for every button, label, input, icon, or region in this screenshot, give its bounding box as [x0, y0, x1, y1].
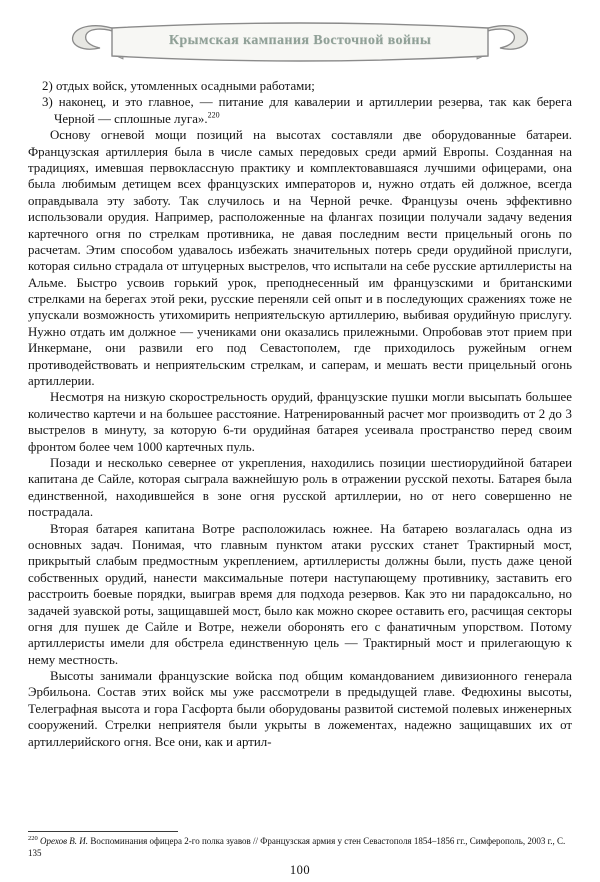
- chapter-banner: [60, 14, 540, 72]
- running-head-title: Крымская кампания Восточной войны: [168, 33, 432, 48]
- footnote-separator: [28, 831, 178, 832]
- paragraph: Основу огневой мощи позиций на высотах составляли две оборудованные батареи. Французская артиллерия была в числе самых передовых среди армий Европы. Созданная на традициях, имевшая первоклассную практику и комплектовавшаяся лучшими офицерами, она была любимым детищем всех французских императоров и, нужно отдать ей должное, всегда оправдывала эту заботу. Так случилось и на Черной речке. Французы очень эффективно использовали орудия. Например, расположенные на флангах позиции получали задачу ведения картечного огня по стрелкам противника, не давая последним вести прицельный огонь по расчетам. Этим способом удавалось избежать значительных потерь среди орудийной прислуги, которая сильно страдала от штуцерных выстрелов, что испытали на себе русские артиллеристы на Альме. Быстро усвоив горький урок, преподнесенный им французскими и британскими стрелками на берегах этой реки, русские переняли сей опыт и в последующих сражениях тоже не упускали возможность утихомирить неприятельскую артиллерию, выбивая орудийную прислугу. Нужно отдать им должное — учениками они оказались прилежными. Опробовав этот прием при Инкермане, они развили его под Севастополем, где приходилось ружейным огнем противодействовать и неприятельским стрелкам, и саперам, и мешать вести прицельный огонь артиллерии.: [28, 128, 572, 389]
- page-body: [0, 78, 600, 750]
- quote-list-item: [28, 94, 572, 127]
- page-number: 100: [289, 863, 311, 877]
- paragraph: Высоты занимали французские войска под общим командованием дивизионного генерала Эрбильона. Состав этих войск мы уже рассмотрели в предыдущей главе. Федюхины высоты, Телеграфная высота и гора Гасфорта были оборудованы развитой системой полевых инженерных сооружений. Стрелки неприятеля были укрыты в ложементах, надежно защищавших их от артиллерийского огня. Все они, как и артил-: [28, 669, 572, 749]
- footnote-author: Орехов В. И.: [40, 836, 89, 847]
- quote-list-item-text: 3) наконец, и это главное, — питание для кавалерии и артиллерии резерва, так как берега Черной — сплошные луга».: [42, 95, 572, 126]
- quote-list-item: [28, 78, 572, 94]
- footnote-text: Воспоминания офицера 2-го полка зуавов // Французская армия у стен Севастополя 1854–1856 гг., Симферополь, 2003 г., С. 135: [28, 836, 566, 859]
- quote-list-item-text: 2) отдых войск, утомленных осадными работами;: [42, 79, 315, 93]
- paragraph: Несмотря на низкую скорострельность орудий, французские пушки могли высыпать большее количество картечи и на большее расстояние. Натренированный расчет мог производить от 2 до 3 выстрелов в минуту, за которую 6-ти орудийная батарея усеивала пространство перед своим фронтом более чем 1000 картечных пуль.: [28, 390, 572, 454]
- footnote-reference: 220: [207, 110, 220, 120]
- footnote: [28, 836, 572, 860]
- footnote-marker: 220: [28, 835, 38, 843]
- paragraph: Вторая батарея капитана Вотре расположилась южнее. На батарею возлагалась одна из основных задач. Понимая, что главным пунктом атаки русских станет Трактирный мост, прикрытый слабым предмостным укреплением, артиллеристы должны были, пусть даже ценой собственных орудий, нанести максимальные потери наступающему противнику, заставить его расстроить боевые порядки, выиграв время для подхода резервов. Как это ни парадоксально, но задачей зуавской роты, защищавшей мост, было как можно скорее оставить его, расчищая секторы огня для пушек де Сайле и Вотре, нежели оборонять его с фанатичным упорством. Потому артиллеристы имели для обстрела единственную цель — Трактирный мост и прилегающую к нему местность.: [28, 521, 572, 667]
- paragraph: Позади и несколько севернее от укрепления, находились позиции шестиорудийной батареи капитана де Сайле, которая сыграла важнейшую роль в отражении русской пехоты. Батарея была единственной, находившейся в зоне огня русской артиллерии, но от него совершенно не пострадала.: [28, 455, 572, 520]
- footnote-area: [28, 831, 572, 860]
